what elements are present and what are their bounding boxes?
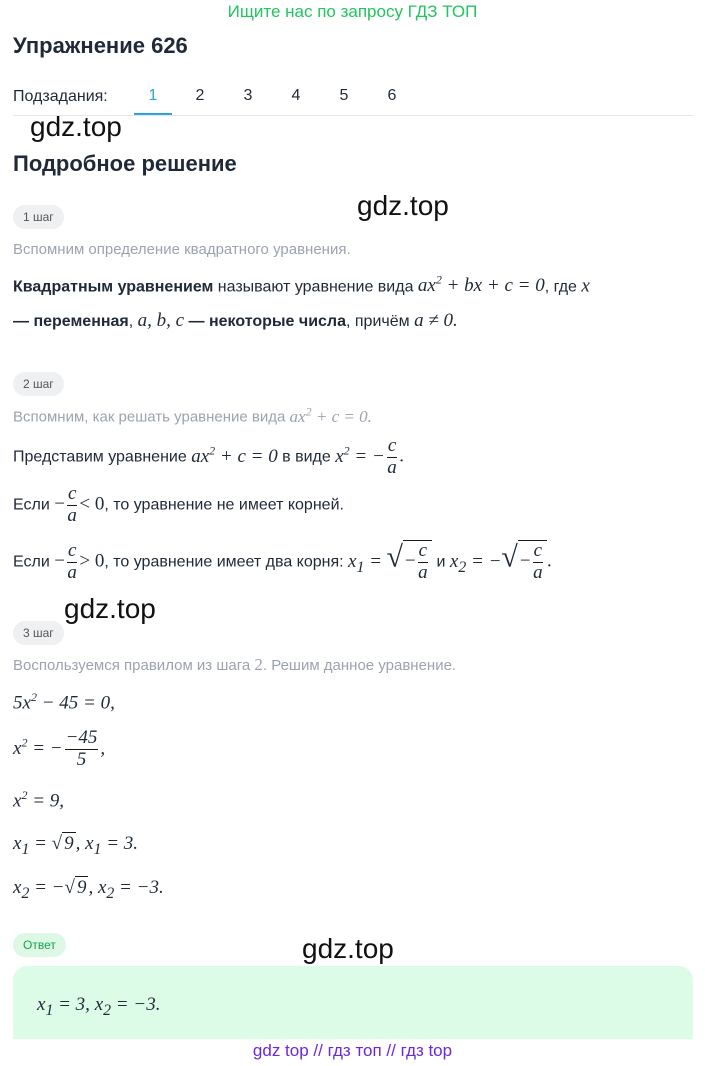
- step-1-pill: 1 шаг: [13, 205, 64, 229]
- step-1-definition: Квадратным уравнением называют уравнение вида $ax^2$ + bx + c = 0, где x: [13, 273, 590, 297]
- step-2-intro: Вспомним, как решать уравнение вида $ax^2 + c = 0$.: [13, 404, 372, 426]
- step-3-pill: 3 шаг: [13, 621, 64, 645]
- step-2-two-roots: Если − $\frac{c}{a}$ > 0, то уравнение имеет два корня: $x_1$ = √ − $\frac{c}{a}$ и $x_2$ = −√ − $\frac{c}{a}$ .: [13, 540, 552, 583]
- watermark: gdz.top: [357, 190, 449, 221]
- solution-title: Подробное решение: [13, 151, 237, 176]
- step-3-intro: Воспользуемся правилом из шага 2. Решим данное уравнение.: [13, 655, 457, 674]
- subtask-tab-2[interactable]: 2: [195, 87, 205, 104]
- subtask-tab-6[interactable]: 6: [387, 87, 397, 104]
- footer-links[interactable]: gdz top // гдз топ // гдз top: [252, 1041, 453, 1060]
- formula: $ax^2$ + bx + c = 0: [417, 273, 545, 297]
- step-1-definition-cont: — переменная, a, b, c — некоторые числа, причём a ≠ 0.: [13, 310, 458, 331]
- watermark: gdz.top: [64, 593, 156, 624]
- step-2-represent: Представим уравнение $ax^2 + c = 0$ в виде $x^2$ = − $\frac{c}{a}$ .: [13, 435, 405, 478]
- subtask-tab-3[interactable]: 3: [243, 87, 253, 104]
- step-2-pill: 2 шаг: [13, 372, 64, 396]
- exercise-title: Упражнение 626: [13, 33, 188, 58]
- answer-box: [13, 966, 693, 1039]
- subtask-tab-1[interactable]: 1: [134, 84, 172, 115]
- subtask-tab-4[interactable]: 4: [291, 87, 301, 104]
- step-2-no-roots: Если − $\frac{c}{a}$ < 0, то уравнение не имеет корней.: [13, 483, 344, 526]
- top-banner[interactable]: Ищите нас по запросу ГДЗ ТОП: [227, 2, 478, 21]
- subtask-tab-5[interactable]: 5: [339, 87, 349, 104]
- watermark: gdz.top: [302, 933, 394, 964]
- equation-line-1: $5x^2 - 45 = 0$,: [13, 690, 115, 714]
- subtasks-label: Подзадания:: [13, 88, 108, 105]
- answer-pill: Ответ: [13, 933, 66, 957]
- equation-line-3: $x^2 = 9$,: [13, 788, 65, 812]
- answer-formula: $x_1 = 3$, $x_2 = -3$.: [37, 994, 161, 1019]
- equation-line-4: $x_1$ = √ 9 , $x_1 = 3$.: [13, 833, 139, 858]
- step-1-intro: Вспомним определение квадратного уравнения.: [13, 241, 351, 258]
- def-term: Квадратным уравнением: [13, 278, 214, 296]
- watermark: gdz.top: [30, 111, 122, 142]
- equation-line-2: $x^2$ = − $\frac{-45}{5}$ ,: [13, 727, 106, 770]
- equation-line-5: $x_2$ = −√ 9 , $x_2 = -3$.: [13, 877, 164, 902]
